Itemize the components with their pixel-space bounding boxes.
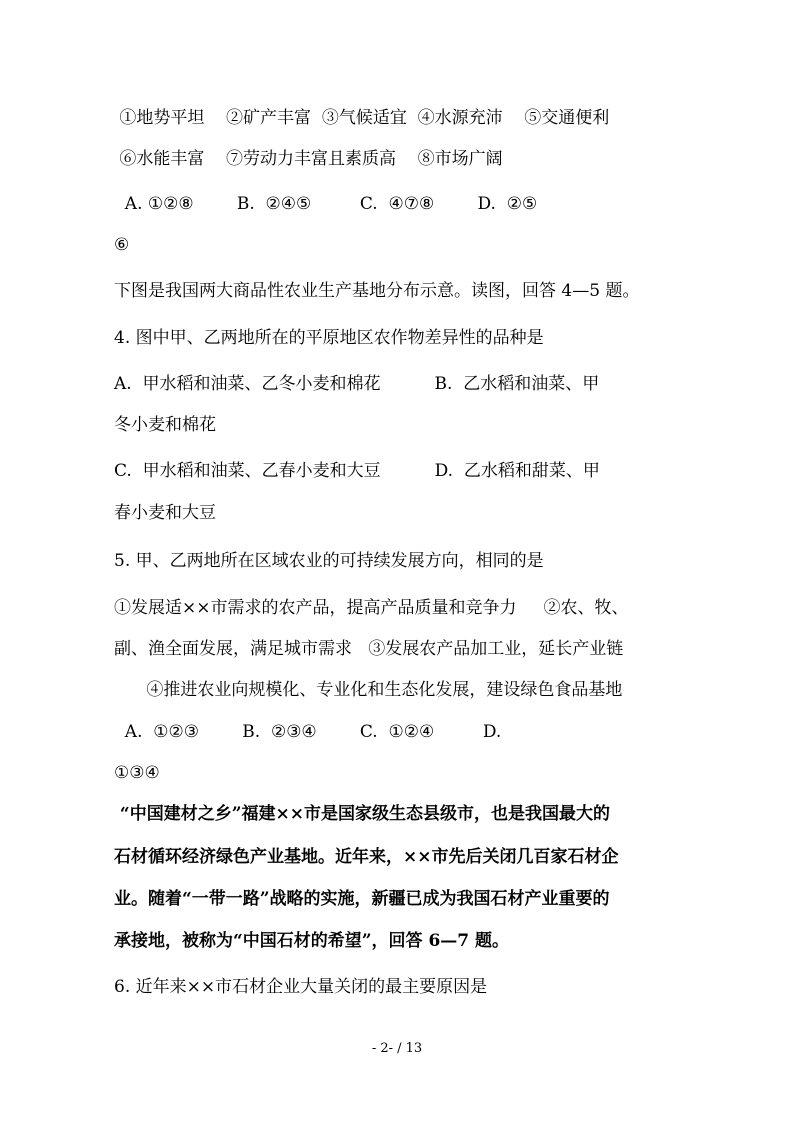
passage-line-2: 石材循环经济绿色产业基地。近年来，××市先后关闭几百家石材企 bbox=[114, 847, 619, 867]
q5-statements-line-2: 副、渔全面发展，满足城市需求 ③发展农产品加工业，延长产业链 bbox=[114, 639, 624, 659]
q5-choices: A. ①②③ B. ②③④ C. ①②④ D. bbox=[114, 722, 502, 742]
q4-stem: 4. 图中甲、乙两地所在的平原地区农作物差异性的品种是 bbox=[114, 328, 544, 348]
q5-statements-line-1: ①发展适××市需求的农产品，提高产品质量和竞争力 ②农、牧、 bbox=[114, 598, 629, 618]
page-number: - 2- / 13 bbox=[371, 1041, 423, 1056]
passage-line-4: 承接地，被称为“中国石材的希望”，回答 6—7 题。 bbox=[114, 931, 510, 951]
q5-stem: 5. 甲、乙两地所在区域农业的可持续发展方向，相同的是 bbox=[114, 551, 544, 571]
q4-choices-cd-wrap: 春小麦和大豆 bbox=[114, 503, 216, 523]
q5-statements-line-3: ④推进农业向规模化、专业化和生态化发展，建设绿色食品基地 bbox=[114, 680, 623, 700]
figure-intro: 下图是我国两大商品性农业生产基地分布示意。读图，回答 4—5 题。 bbox=[114, 281, 640, 301]
q4-choices-ab-wrap: 冬小麦和棉花 bbox=[114, 415, 216, 435]
passage-line-1: “中国建材之乡”福建××市是国家级生态县级市，也是我国最大的 bbox=[114, 804, 610, 824]
q3-options-line-1: ①地势平坦 ②矿产丰富 ③气候适宜 ④水源充沛 ⑤交通便利 bbox=[114, 108, 610, 128]
q3-choices: A. ①②⑧ B. ②④⑤ C. ④⑦⑧ D. ②⑤ bbox=[114, 194, 538, 214]
q3-choices-wrap: ⑥ bbox=[114, 235, 130, 255]
q4-choices-ab: A. 甲水稻和油菜、乙冬小麦和棉花 B. 乙水稻和油菜、甲 bbox=[114, 374, 600, 394]
q5-choices-wrap: ①③④ bbox=[114, 763, 160, 783]
passage-line-3: 业。随着“一带一路”战略的实施，新疆已成为我国石材产业重要的 bbox=[114, 889, 610, 909]
q6-stem: 6. 近年来××市石材企业大量关闭的最主要原因是 bbox=[114, 977, 488, 997]
q4-choices-cd: C. 甲水稻和油菜、乙春小麦和大豆 D. 乙水稻和甜菜、甲 bbox=[114, 461, 600, 481]
q3-options-line-2: ⑥水能丰富 ⑦劳动力丰富且素质高 ⑧市场广阔 bbox=[114, 149, 503, 169]
